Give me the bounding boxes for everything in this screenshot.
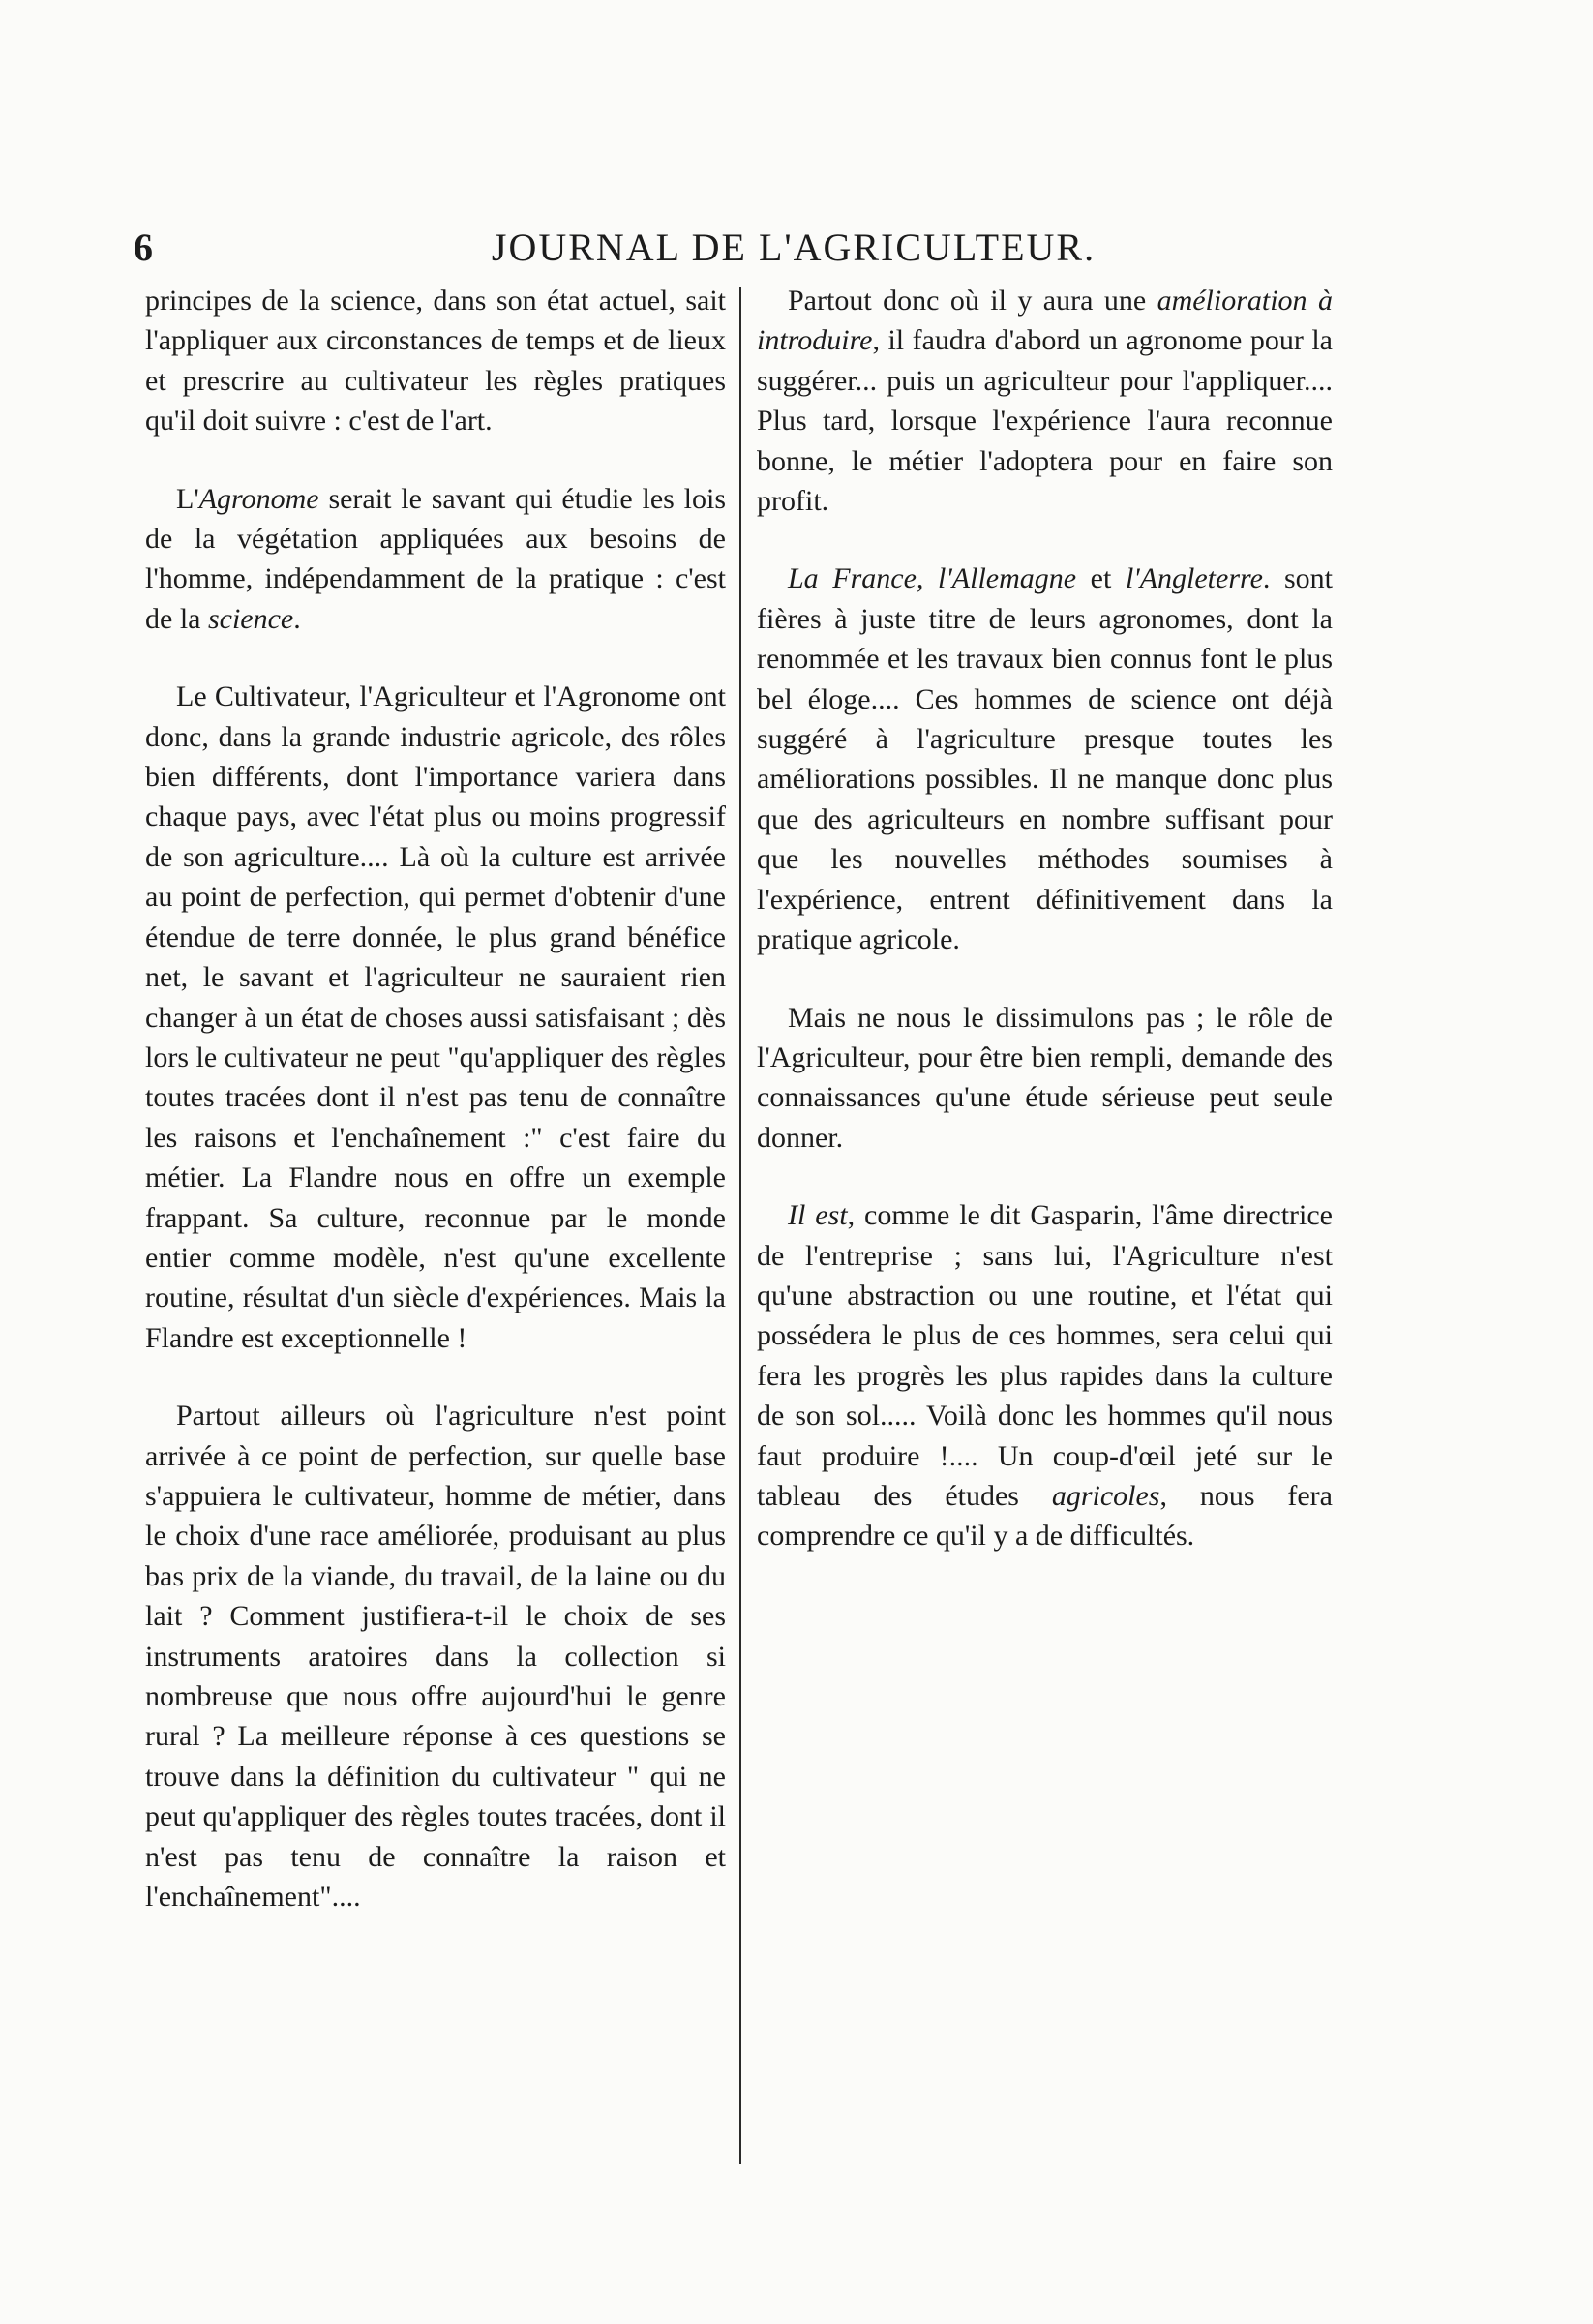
text-run: , il faudra d'abord un agronome pour la suggérer... puis un agriculteur pour l'appliquer.... Plus tard, lorsque l'expérience l'aura reconnue bonne, le métier l'adoptera pour en faire son profit. <box>757 324 1333 518</box>
page-number: 6 <box>134 226 153 269</box>
text-run: et <box>1076 562 1126 595</box>
italic-term: Il est <box>788 1199 848 1232</box>
running-title: JOURNAL DE L'AGRICULTEUR. <box>491 226 1097 269</box>
left-column <box>145 281 726 1954</box>
paragraph <box>145 479 726 640</box>
column-divider <box>739 287 741 2164</box>
text-run: serait le savant qui étudie les lois de la végétation appliquées aux besoins de l'homme, indépendamment de la pratique : c'est de la <box>145 482 726 635</box>
italic-term: l'Angleterre <box>1125 562 1263 595</box>
paragraph <box>757 1195 1333 1556</box>
paragraph: Le Cultivateur, l'Agriculteur et l'Agronome ont donc, dans la grande industrie agricole, des rôles bien différents, dont l'importance variera dans chaque pays, avec l'état plus ou moins progressif de son agriculture.... Là où la culture est arrivée au point de perfection, qui permet d'obtenir d'une étendue de terre donnée, le plus grand bénéfice net, le savant et l'agriculteur ne sauraient rien changer à un état de choses aussi satisfaisant ; dès lors le cultivateur ne peut "qu'appliquer des règles toutes tracées dont il n'est pas tenu de connaître les raisons et l'enchaînement :" c'est faire du métier. La Flandre nous en offre un exemple frappant. Sa culture, reconnue par le monde entier comme modèle, n'est qu'une excellente routine, résultat d'un siècle d'expériences. Mais la Flandre est exceptionnelle ! <box>145 680 726 1354</box>
text-run: , comme le dit Gasparin, l'âme directrice de l'entreprise ; sans lui, l'Agriculture n'est qu'une abstraction ou une routine, et l'état qui possédera le plus de ces hommes, sera celui qui fera les progrès les plus rapides dans la culture de son sol..... Voilà donc les hommes qu'il nous faut produire !.... Un coup-d'œil jeté sur le tableau des études <box>757 1199 1333 1512</box>
italic-term: amélioration à introduire <box>757 285 1333 357</box>
text-run: . sont fières à juste titre de leurs agronomes, dont la renommée et les travaux bien connus font le plus bel éloge.... Ces hommes de science ont déjà suggéré à l'agriculture presque toutes les améliorations possibles. Il ne manque donc plus que des agriculteurs en nombre suffisant pour que les nouvelles méthodes soumises à l'expérience, entrent définitivement dans la pratique agricole. <box>757 562 1334 956</box>
italic-term: Agronome <box>198 482 319 515</box>
paragraph <box>757 558 1333 959</box>
text-run: , nous fera comprendre ce qu'il y a de difficultés. <box>757 1479 1333 1553</box>
text-run: . <box>293 602 301 635</box>
text-run: L' <box>176 482 199 515</box>
paragraph: principes de la science, dans son état actuel, sait l'appliquer aux circonstances de temps et de lieux et prescrire au cultivateur les règles pratiques qu'il doit suivre : c'est de l'art. <box>145 285 726 438</box>
italic-term: La France, l'Allemagne <box>788 562 1077 595</box>
paragraph <box>757 281 1333 521</box>
paragraph: Partout ailleurs où l'agriculture n'est point arrivée à ce point de perfection, sur quelle base s'appuiera le cultivateur, homme de métier, dans le choix d'une race améliorée, produisant au plus bas prix de la viande, du travail, de la laine ou du lait ? Comment justifiera-t-il le choix de ses instruments aratoires dans la collection si nombreuse que nous offre aujourd'hui le genre rural ? La meilleure réponse à ces questions se trouve dans la définition du cultivateur " qui ne peut qu'appliquer des règles toutes tracées, dont il n'est pas tenu de connaître la raison et l'enchaînement".... <box>145 1400 726 1914</box>
paragraph: Mais ne nous le dissimulons pas ; le rôle de l'Agriculteur, pour être bien rempli, demande des connaissances qu'une étude sérieuse peut seule donner. <box>757 1001 1333 1154</box>
text-run: Partout donc où il y aura une <box>788 285 1157 317</box>
italic-term: science <box>207 602 294 635</box>
italic-term: agricoles <box>1051 1479 1160 1512</box>
right-column <box>757 281 1333 1594</box>
